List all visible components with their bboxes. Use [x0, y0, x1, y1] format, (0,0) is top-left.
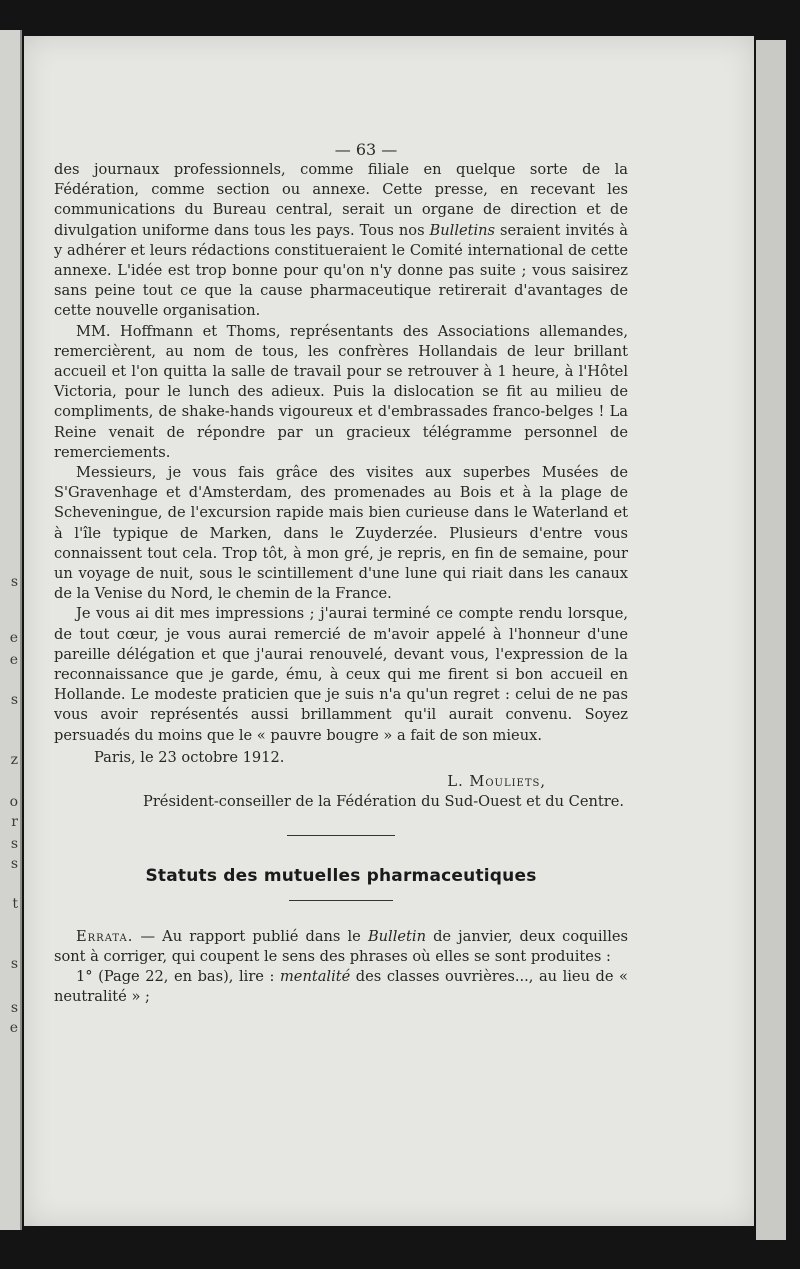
edge-letter: z	[10, 752, 18, 768]
edge-letter: e	[9, 630, 18, 646]
signature-name	[54, 772, 546, 792]
errata-item-text: des classes ouvrières..., au lieu de « neutralité » ;	[54, 968, 628, 1006]
errata-text: de janvier, deux coquilles sont à corriger, qui coupent le sens des phrases où elles se sont produites :	[54, 927, 628, 965]
errata-paragraph	[54, 927, 628, 967]
divider	[287, 835, 395, 836]
paragraph	[54, 160, 628, 322]
edge-letter: o	[9, 794, 18, 810]
edge-letter: s	[10, 692, 18, 708]
paragraph-text: seraient invités à y adhérer et leurs rédactions constitueraient le Comité international de cette annexe. L'idée est trop bonne pour qu'on n'y donne pas suite ; vous saisirez sans peine tout ce que la cause pharmaceutique retirerait d'avantages de cette nouvelle organisation.	[54, 221, 628, 320]
page-right-edge	[756, 40, 786, 1240]
divider	[289, 900, 393, 901]
edge-letter: s	[10, 1000, 18, 1016]
signature-name-text: L. Mouliets,	[447, 773, 546, 791]
errata-item	[54, 967, 628, 1007]
body-text	[54, 160, 628, 1008]
errata-text: — Au rapport publié dans le	[133, 927, 368, 945]
errata-label: Errata.	[76, 927, 134, 945]
italic-term: Bulletin	[367, 927, 426, 945]
date-line: Paris, le 23 octobre 1912.	[94, 748, 285, 766]
italic-term: mentalité	[279, 968, 351, 986]
signature-title: Président-conseiller de la Fédération du Sud-Ouest et du Centre.	[143, 793, 624, 811]
edge-letter: t	[12, 896, 18, 912]
page-number: — 63 —	[334, 140, 398, 159]
paragraph: Messieurs, je vous fais grâce des visites aux superbes Musées de S'Gravenhage et d'Amsterdam, des promenades au Bois et à la plage de Scheveningue, de l'excursion rapide mais bien curieuse dans le Waterland et à l'île typique de Marken, dans le Zuyderzée. Plusieurs d'entre vous connaissent tout cela. Trop tôt, à mon gré, je repris, en fin de semaine, pour un voyage de nuit, sous le scintillement d'une lune qui riait dans les canaux de la Venise du Nord, le chemin de la France.	[54, 464, 628, 603]
errata-item-text: 1° (Page 22, en bas), lire :	[76, 968, 280, 986]
edge-letter: s	[10, 574, 18, 590]
edge-letter: s	[10, 856, 18, 872]
document-page	[24, 36, 754, 1226]
edge-letter: r	[11, 814, 18, 830]
paragraph: MM. Hoffmann et Thoms, représentants des Associations allemandes, remercièrent, au nom de tous, les confrères Hollandais de leur brillant accueil et l'on quitta la salle de travail pour se retrouver à 1 heure, à l'Hôtel Victoria, pour le lunch des adieux. Puis la dislocation se fit au milieu de compliments, de shake-hands vigoureux et d'embrassades franco-belges ! La Reine venait de répondre par un gracieux télégramme personnel de remerciements.	[54, 322, 628, 461]
edge-letter: s	[10, 956, 18, 972]
edge-letter: e	[9, 652, 18, 668]
paragraph: Je vous ai dit mes impressions ; j'aurai terminé ce compte rendu lorsque, de tout cœur, je vous aurai remercié de m'avoir appelé à l'honneur d'une pareille délégation et que j'aurai renouvelé, devant vous, l'expression de la reconnaissance que je garde, ému, à ceux qui me firent si bon accueil en Hollande. Le modeste praticien que je suis n'a qu'un regret : celui de ne pas vous avoir représentés aussi brillamment qu'il aurait convenu. Soyez persuadés du moins que le « pauvre bougre » a fait de son mieux.	[54, 605, 628, 744]
paragraph-text: des journaux professionnels, comme filiale en quelque sorte de la Fédération, comme section ou annexe. Cette presse, en recevant les communications du Bureau central, serait un organe de direction et de divulgation uniforme dans tous les pays. Tous nos	[54, 161, 628, 239]
edge-letter: e	[9, 1020, 18, 1036]
adjacent-page-edge	[0, 30, 22, 1230]
errata-section	[54, 927, 628, 1008]
edge-letter: s	[10, 836, 18, 852]
italic-term: Bulletins	[429, 221, 496, 239]
section-title: Statuts des mutuelles pharmaceutiques	[145, 865, 537, 886]
